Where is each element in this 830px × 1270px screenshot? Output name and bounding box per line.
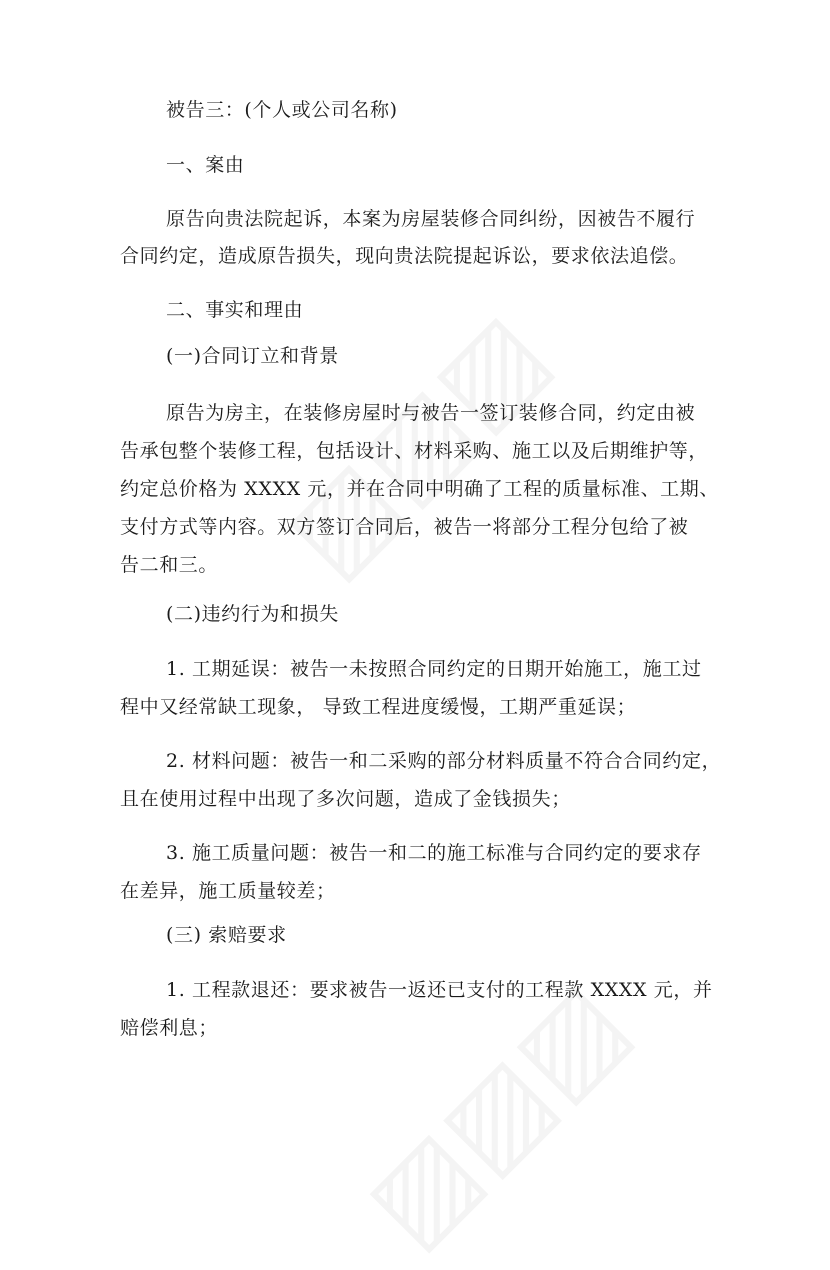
- list-item-line: 2. 材料问题：被告一和二采购的部分材料质量不符合合同约定，: [166, 750, 722, 772]
- list-item-line: 赔偿利息；: [120, 1017, 219, 1039]
- list-item-line: 1. 工期延误：被告一未按照合同约定的日期开始施工，施工过: [166, 658, 702, 680]
- list-item-line: 在差异，施工质量较差；: [120, 880, 336, 902]
- paragraph-line: 原告向贵法院起诉，本案为房屋装修合同纠纷，因被告不履行: [166, 208, 696, 230]
- paragraph-line: 告承包整个装修工程，包括设计、材料采购、施工以及后期维护等，: [120, 440, 709, 462]
- paragraph-line: 告二和三。: [120, 554, 219, 576]
- list-item-line: 且在使用过程中出现了多次问题，造成了金钱损失；: [120, 788, 571, 810]
- list-item-line: 程中又经常缺工现象， 导致工程进度缓慢，工期严重延误；: [120, 696, 637, 718]
- defendant-three: 被告三：(个人或公司名称): [166, 99, 398, 121]
- list-item-line: 1. 工程款退还：要求被告一返还已支付的工程款 XXXX 元，并: [166, 979, 713, 1001]
- subsection-heading-claims: (三) 索赔要求: [166, 924, 287, 946]
- paragraph-line: 原告为房主，在装修房屋时与被告一签订装修合同，约定由被: [166, 402, 696, 424]
- list-item-line: 3. 施工质量问题：被告一和二的施工标准与合同约定的要求存: [166, 842, 702, 864]
- section-heading-cause: 一、案由: [166, 154, 245, 176]
- subsection-heading-breach: (二)违约行为和损失: [166, 603, 339, 625]
- section-heading-facts: 二、事实和理由: [166, 299, 304, 321]
- paragraph-line: 支付方式等内容。双方签订合同后，被告一将部分工程分包给了被: [120, 516, 689, 538]
- subsection-heading-contract: (一)合同订立和背景: [166, 345, 339, 367]
- paragraph-line: 合同约定，造成原告损失，现向贵法院提起诉讼，要求依法追偿。: [120, 245, 689, 267]
- paragraph-line: 约定总价格为 XXXX 元，并在合同中明确了工程的质量标准、工期、: [120, 478, 719, 500]
